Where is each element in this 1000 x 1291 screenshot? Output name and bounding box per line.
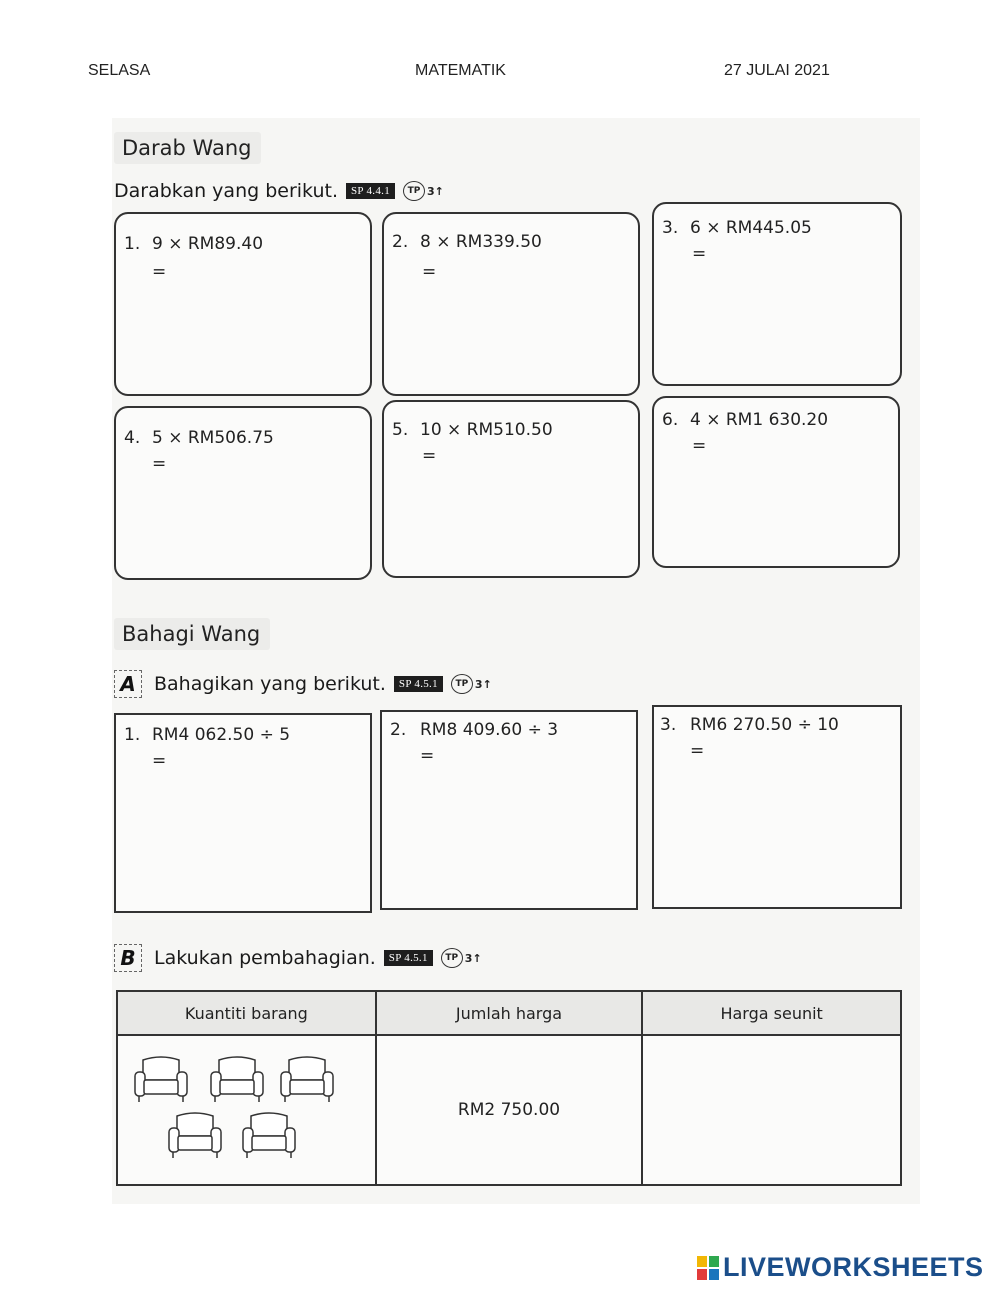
tp-icon: TP — [403, 181, 425, 201]
instruction-text: Bahagikan yang berikut. — [154, 673, 386, 695]
section-title-multiply: Darab Wang — [114, 132, 261, 164]
answer-equals[interactable]: = — [422, 446, 437, 466]
sp-badge: SP 4.5.1 — [394, 676, 443, 692]
table-row — [117, 1035, 901, 1185]
tp-level: 3 — [474, 677, 483, 691]
header-subject: MATEMATIK — [415, 62, 506, 79]
armchair-icon — [277, 1054, 337, 1106]
armchair-icon — [165, 1110, 225, 1162]
cell-quantity — [117, 1035, 376, 1185]
cell-total-price: RM2 750.00 — [376, 1035, 643, 1185]
question-box — [382, 400, 640, 578]
armchair-icon — [239, 1110, 299, 1162]
part-b-label: B — [114, 944, 142, 972]
question-number: 2. — [390, 720, 407, 740]
tp-icon: TP — [451, 674, 473, 694]
answer-equals[interactable]: = — [420, 746, 435, 766]
unit-price-table — [116, 990, 902, 1186]
question-box — [652, 705, 902, 909]
instruction-divide-b — [114, 944, 482, 972]
tp-badge — [403, 181, 444, 201]
tp-badge — [451, 674, 492, 694]
column-header-unit-price: Harga seunit — [642, 991, 901, 1035]
question-text: RM8 409.60 ÷ 3 — [420, 720, 559, 740]
answer-equals[interactable]: = — [152, 751, 167, 771]
tp-icon: TP — [441, 948, 463, 968]
question-number: 5. — [392, 420, 409, 440]
question-number: 1. — [124, 725, 141, 745]
answer-equals[interactable]: = — [692, 244, 707, 264]
question-text: 5 × RM506.75 — [152, 428, 274, 448]
question-text: 4 × RM1 630.20 — [690, 410, 829, 430]
question-number: 4. — [124, 428, 141, 448]
cell-unit-price-answer[interactable] — [642, 1035, 901, 1185]
instruction-text: Lakukan pembahagian. — [154, 947, 376, 969]
question-text: 6 × RM445.05 — [690, 218, 812, 238]
instruction-text: Darabkan yang berikut. — [114, 180, 339, 202]
question-number: 3. — [662, 218, 679, 238]
armchair-group — [131, 1050, 361, 1170]
liveworksheets-logo — [697, 1252, 984, 1283]
instruction-multiply — [114, 180, 444, 202]
column-header-quantity: Kuantiti barang — [117, 991, 376, 1035]
armchair-icon — [207, 1054, 267, 1106]
question-box — [652, 202, 902, 386]
question-box — [114, 406, 372, 580]
answer-equals[interactable]: = — [152, 262, 167, 282]
question-text: 10 × RM510.50 — [420, 420, 553, 440]
header-date: 27 JULAI 2021 — [724, 62, 830, 79]
question-text: RM4 062.50 ÷ 5 — [152, 725, 291, 745]
tp-level: 3 — [464, 951, 473, 965]
answer-equals[interactable]: = — [152, 454, 167, 474]
arrow-up-icon: ↑ — [472, 951, 482, 965]
arrow-up-icon: ↑ — [434, 184, 444, 198]
header-day: SELASA — [88, 62, 151, 79]
question-box — [652, 396, 900, 568]
question-box — [380, 710, 638, 910]
question-text: 8 × RM339.50 — [420, 232, 542, 252]
answer-equals[interactable]: = — [422, 262, 437, 282]
instruction-divide-a — [114, 670, 492, 698]
answer-equals[interactable]: = — [692, 436, 707, 456]
question-box — [382, 212, 640, 396]
question-number: 2. — [392, 232, 409, 252]
question-text: RM6 270.50 ÷ 10 — [690, 715, 839, 735]
section-title-divide: Bahagi Wang — [114, 618, 270, 650]
sp-badge: SP 4.5.1 — [384, 950, 433, 966]
tp-level: 3 — [427, 184, 435, 198]
logo-text: LIVEWORKSHEETS — [723, 1252, 984, 1282]
logo-blocks-icon — [697, 1256, 719, 1280]
question-box — [114, 212, 372, 396]
question-number: 6. — [662, 410, 679, 430]
tp-badge — [441, 948, 482, 968]
question-text: 9 × RM89.40 — [152, 234, 264, 254]
question-box — [114, 713, 372, 913]
question-number: 1. — [124, 234, 141, 254]
armchair-icon — [131, 1054, 191, 1106]
sp-badge: SP 4.4.1 — [346, 183, 395, 199]
part-a-label: A — [114, 670, 142, 698]
column-header-total: Jumlah harga — [376, 991, 643, 1035]
answer-equals[interactable]: = — [690, 741, 705, 761]
question-number: 3. — [660, 715, 677, 735]
arrow-up-icon: ↑ — [482, 677, 492, 691]
